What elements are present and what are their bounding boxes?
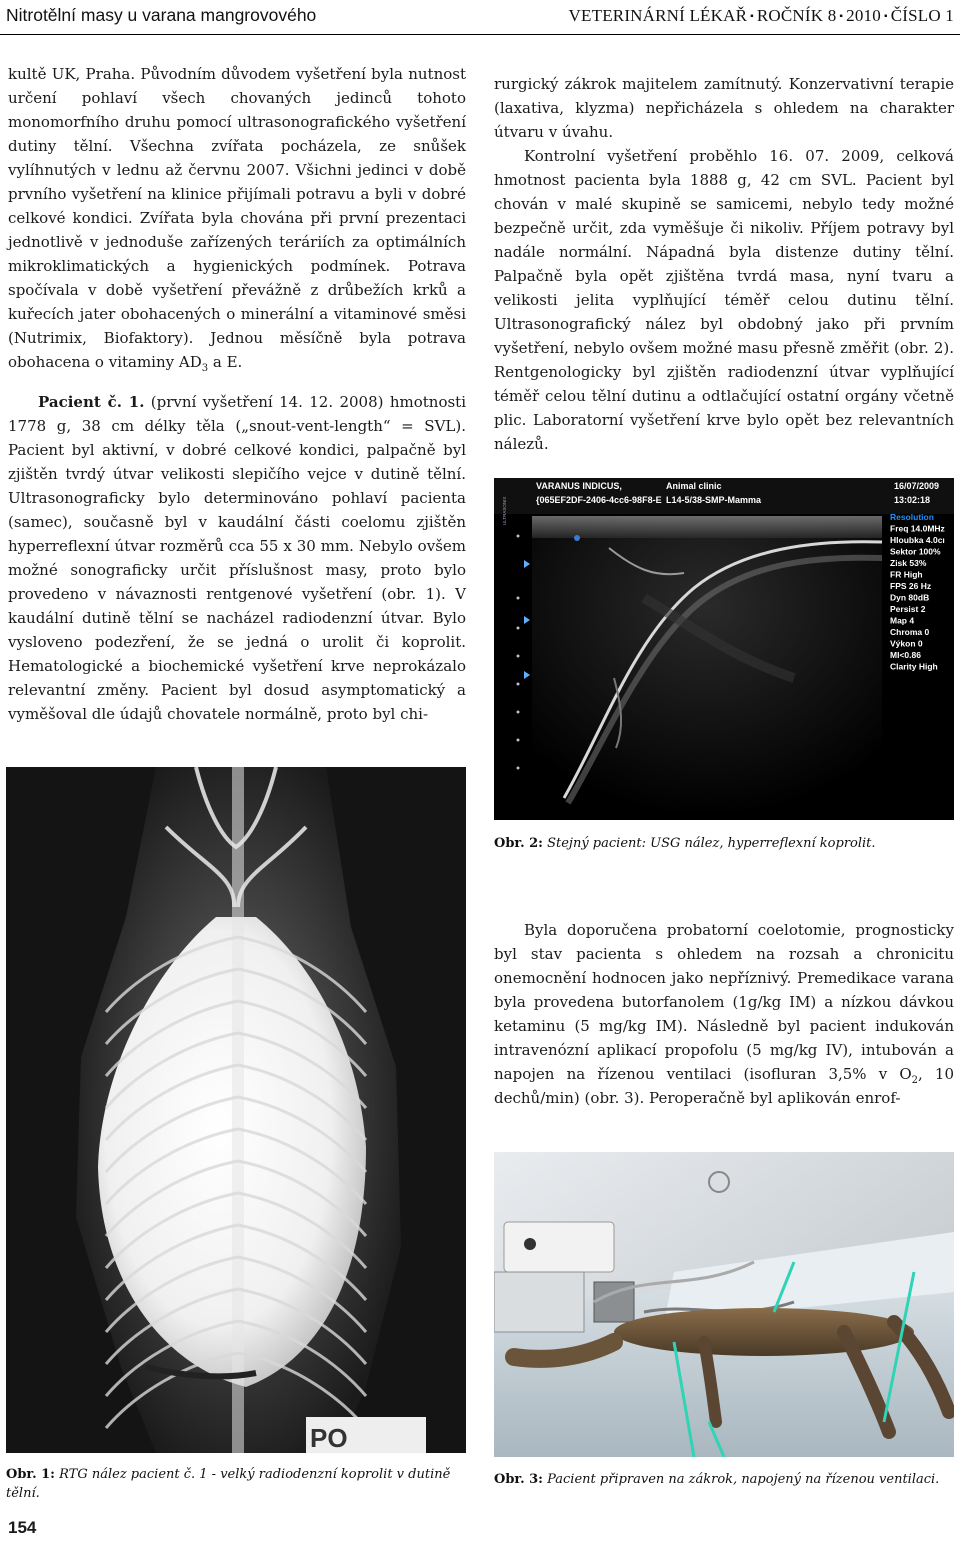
us-param-1: Freq 14.0MHz [890,523,945,534]
us-param-12: MI<0.86 [890,650,921,660]
caption-text: Stejný pacient: USG nález, hyperreflexní koprolit. [542,836,876,851]
caption-text: RTG nález pacient č. 1 - velký radiodenzní koprolit v dutině tělní. [6,1467,451,1501]
surgery-photo-svg [494,1152,954,1457]
xray-svg [6,767,466,1453]
paragraph-text: , 10 dechů/min) (obr. 3). Peroperačně byl aplikován enrof- [494,1065,954,1107]
us-param-9: Map 4 [890,615,915,626]
subscript: 2 [911,1075,918,1086]
separator-icon: ▪ [883,11,888,22]
us-param-5: FR High [890,569,923,580]
paragraph-text: a E. [208,353,243,371]
figure-3-caption [494,1470,954,1489]
paragraph-text: (první vyšetření 14. 12. 2008) hmotnosti 1778 g, 38 cm délky těla („snout-vent-length“ = SVL). Pacient byl aktivní, v dobré celkové kondici, palpačně byl zjištěn tvrdý útvar velikosti slepičího vejce v dutině tělní. Ultrasonograficky bylo determinováno pohlaví pacienta (samec), současně byl v kaudální části coelomu zjištěn hyperreflexní útvar rozměrů cca 55 x 30 mm. Nebylo ovšem možné sonograficky určit příslušnost masy, proto bylo provedeno v návaznosti rentgenové vyšetření (obr. 1). V kaudální dutině tělní se nacházel radiodenzní útvar. Bylo vysloveno podezření, že se jedná o urolit či koprolit. Hematologické a biochemické vyšetření krve neprokázalo relevantní změny. Pacient byl dosud asymptomatický a vyměšoval dle údajů chovatele normálně, proto byl chi- [8,393,466,723]
paragraph-patient-1 [8,390,466,726]
caption-label: Obr. 1: [6,1467,55,1482]
running-header [0,0,960,35]
patient-heading: Pacient č. 1. [38,393,145,411]
svg-text:PO: PO [310,1423,348,1453]
paragraph-text: Byla doporučena probatorní coelotomie, prognosticky byl stav pacienta s ohledem na rozsah a chronicitu onemocnění hodnocen jako nepříznivý. Premedikace varana byla provedena butorfanolem (1g/kg IM) a nízkou dávkou ketaminu (5 mg/kg IM). Následně byl pacient indukován intravenózní aplikací propofolu (5 mg/kg IV), intubován a napojen na řízenou ventilaci (isofluran 3,5% v O [494,921,954,1083]
us-param-8: Persist 2 [890,604,926,614]
us-param-11: Výkon 0 [890,638,923,649]
figure-1-caption [6,1465,466,1503]
us-time-label: 13:02:18 [894,495,931,505]
us-probe-label: L14-5/38-SMP-Mamma [666,495,762,505]
right-text-column-lower [494,918,954,1110]
journal-header [569,6,954,26]
us-param-4: Zisk 53% [890,558,927,568]
xray-image [6,767,466,1453]
left-text-column [8,62,466,726]
ultrasound-svg [494,478,954,820]
us-param-3: Sektor 100% [890,546,941,557]
page-number: 154 [8,1518,37,1537]
us-param-10: Chroma 0 [890,627,930,637]
us-id-label: {065EF2DF-2406-4cc6-98F8-E [536,495,662,505]
figure-2-caption [494,834,954,853]
ultrasonix-logo: ULTRASONIX [502,496,507,525]
caption-text: Pacient připraven na zákrok, napojený na řízenou ventilaci. [542,1472,940,1487]
caption-label: Obr. 3: [494,1472,543,1487]
us-param-13: Clarity High [890,661,938,672]
year: 2010 [846,6,881,25]
issue: ČÍSLO 1 [890,6,954,25]
paragraph-text: kultě UK, Praha. Původním důvodem vyšetření byla nutnost určení pohlaví všech chovaných jedinců tohoto monomorfního druhu pomocí ultrasonografického vyšetření dutiny tělní. Všechna zvířata pocházela, ze snůšek vylíhnutých v lednu až červnu 2007. Všichni jedinci v době prvního vyšetření na klinice přijímali potravu a byli v dobré celkové kondici. Zvířata byla chována při první prezentaci jednotlivě v jednoduše zařízených teráriích za optimálních mikroklimatických a hygienických podmínek. Potrava spočívala v době vyšetření převážně z drůbežích krků a kuřecích jater obohacených o minerální a vitaminové směsi (Nutrimix, Biofaktory). Jednou měsíčně byla potrava obohacena o vitaminy AD [8,65,466,371]
separator-icon: ▪ [839,11,844,22]
separator-icon: ▪ [750,11,754,22]
paragraph: Kontrolní vyšetření proběhlo 16. 07. 2009, celková hmotnost pacienta byla 1888 g, 42 cm SVL. Pacient byl chován v malé skupině se samicemi, nebylo tedy možné bezpečně určit, zda vyměšuje či nikoliv. Příjem potravy byl nadále normální. Nápadná byla distenze dutiny tělní. Palpačně byla opět zjištěna tvrdá masa, nyní tvaru a velikosti jelita vyplňující téměř celou dutinu tělní. Ultrasonografický nález byl obdobný jako při prvním vyšetření, nebylo ovšem možné masu přesně změřit (obr. 2). Rentgenologicky byl zjištěn radiodenzní útvar vyplňující téměř celou tělní dutinu a odtlačující ostatní orgány včetně plic. Laboratorní vyšetření krve bylo opět bez relevantních nálezů. [494,147,954,453]
paragraph: rurgický zákrok majitelem zamítnutý. Konzervativní terapie (laxativa, klyzma) nepřicházela s ohledem na charakter útvaru v úvahu. [494,75,954,141]
us-param-0: Resolution [890,512,934,522]
right-text-column [494,72,954,456]
us-patient-label: VARANUS INDICUS, [536,481,622,491]
article-title-header: Nitrotělní masy u varana mangrovového [6,5,317,25]
us-param-7: Dyn 80dB [890,592,930,603]
caption-label: Obr. 2: [494,836,543,851]
us-clinic-label: Animal clinic [666,481,722,491]
us-date-label: 16/07/2009 [894,481,940,491]
journal-name: VETERINÁRNÍ LÉKAŘ [568,6,748,25]
surgery-photo [494,1152,954,1457]
volume: ROČNÍK 8 [756,6,837,25]
paragraph [494,918,954,1110]
probe-marker-icon [574,535,580,541]
subscript: 3 [201,363,209,374]
ultrasound-image [494,478,954,820]
paragraph [8,62,466,374]
us-param-6: FPS 26 Hz [890,581,932,591]
us-param-2: Hloubka 4.0cı [890,535,945,545]
